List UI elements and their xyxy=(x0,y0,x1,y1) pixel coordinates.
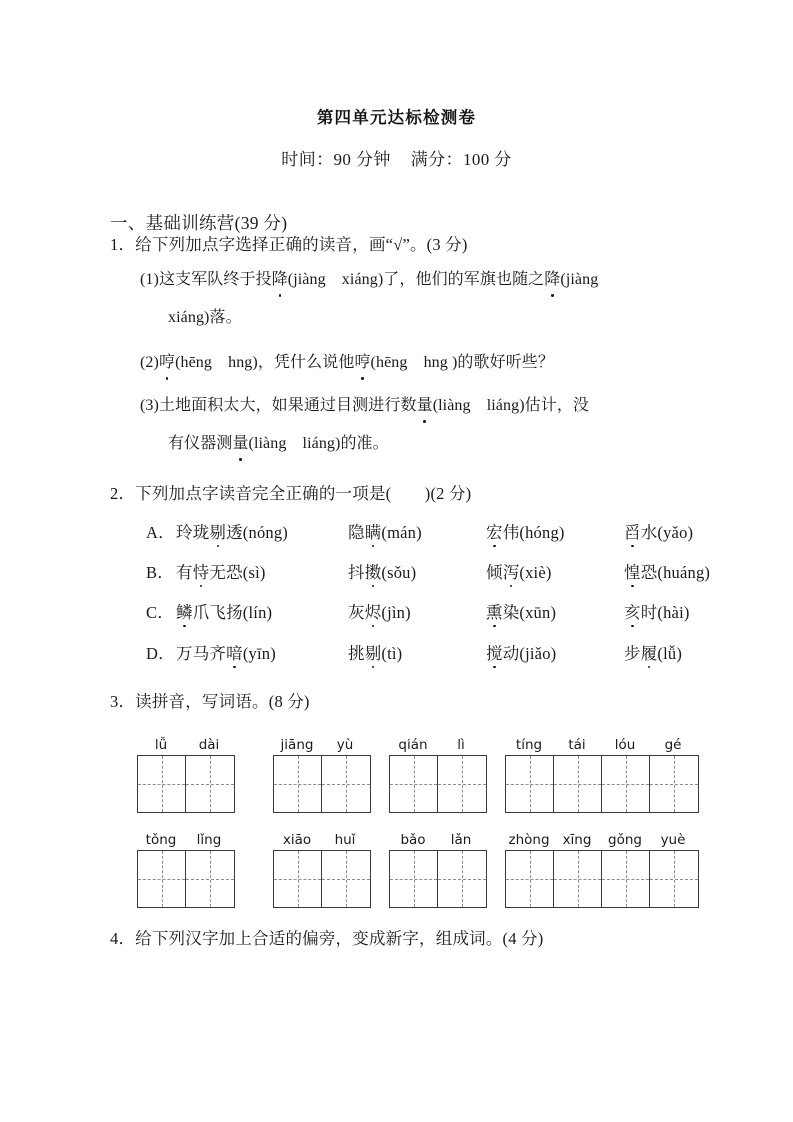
exam-time-label: 时间：90 分钟 xyxy=(281,150,391,169)
dotted-char: 降 xyxy=(544,267,560,293)
pinyin-syllable: jiāng xyxy=(280,736,314,753)
choice-c[interactable] xyxy=(146,599,690,623)
section-heading: 一、基础训练营(39 分) xyxy=(110,213,288,233)
question-1 xyxy=(110,232,468,258)
choice-c-item-2: 灰烬(jìn) xyxy=(348,599,486,623)
dotted-char: 烬 xyxy=(365,599,382,623)
dotted-char: 熏 xyxy=(486,599,503,623)
question-1-sub-1-line-1: (1)这支军队终于投降(jiàng xiáng)了，他们的军旗也随之降(jiàng xyxy=(140,267,598,293)
pinyin-syllable: gǒng xyxy=(608,831,642,848)
choice-a-item-4: 舀水(yǎo) xyxy=(624,519,693,543)
tianzige-boxes[interactable] xyxy=(389,850,487,908)
sub-marker: (1) xyxy=(140,271,159,288)
dotted-char: 恃 xyxy=(193,559,210,583)
tianzige-boxes[interactable] xyxy=(505,755,699,813)
pinyin-syllable: tíng xyxy=(515,736,543,753)
writing-grid-group xyxy=(505,828,699,908)
writing-grid-group xyxy=(273,733,371,813)
writing-grid-row-1 xyxy=(0,733,793,819)
pinyin-syllable: gé xyxy=(664,736,682,753)
writing-grid-row-2 xyxy=(0,828,793,914)
dotted-char: 泻 xyxy=(503,559,520,583)
choice-c-label: C． xyxy=(146,603,174,622)
sub-marker: (3) xyxy=(140,397,159,414)
question-4 xyxy=(110,925,543,949)
exam-meta xyxy=(0,145,793,170)
tianzige-cell[interactable] xyxy=(186,851,234,907)
question-4-number: 4． xyxy=(110,929,136,948)
writing-grid-group xyxy=(505,733,699,813)
page-title: 第四单元达标检测卷 xyxy=(316,108,477,127)
dotted-char: 剔 xyxy=(209,519,226,543)
pinyin-line xyxy=(389,828,487,850)
tianzige-cell[interactable] xyxy=(186,756,234,812)
question-3-number: 3． xyxy=(110,692,136,711)
tianzige-cell[interactable] xyxy=(506,756,554,812)
pinyin-syllable: yuè xyxy=(660,831,686,848)
tianzige-cell[interactable] xyxy=(602,851,650,907)
dotted-char: 擞 xyxy=(365,559,382,583)
pinyin-line xyxy=(389,733,487,755)
pinyin-syllable: xīng xyxy=(562,831,592,848)
pinyin-line xyxy=(505,828,699,850)
question-1-sub-2-line-1: (2)哼(hēng hng)，凭什么说他哼(hēng hng )的歌好听些？ xyxy=(140,350,554,376)
tianzige-cell[interactable] xyxy=(650,756,698,812)
pinyin-syllable: lǎn xyxy=(450,831,472,848)
dotted-char: 舀 xyxy=(624,519,641,543)
pinyin-syllable: tái xyxy=(568,736,586,753)
dotted-char: 履 xyxy=(641,640,658,664)
choice-a-item-3: 宏伟(hóng) xyxy=(486,519,624,543)
choice-c-item-4: 亥时(hài) xyxy=(624,599,690,623)
pinyin-syllable: yù xyxy=(336,736,354,753)
pinyin-syllable: bǎo xyxy=(400,831,426,848)
tianzige-boxes[interactable] xyxy=(137,755,235,813)
choice-d[interactable] xyxy=(146,640,682,664)
question-4-stem: 给下列汉字加上合适的偏旁，变成新字，组成词。(4 分) xyxy=(135,929,544,948)
tianzige-boxes[interactable] xyxy=(137,850,235,908)
pinyin-line xyxy=(137,733,235,755)
pinyin-syllable: lǐng xyxy=(196,831,222,848)
choice-b-item-2: 抖擞(sǒu) xyxy=(348,559,486,583)
pinyin-syllable: lì xyxy=(457,736,465,753)
question-3-stem: 读拼音，写词语。(8 分) xyxy=(135,692,310,711)
writing-grid-group xyxy=(389,828,487,908)
choice-d-label: D． xyxy=(146,644,175,663)
pinyin-syllable: lǚ xyxy=(154,736,168,753)
writing-grid-group xyxy=(389,733,487,813)
pinyin-syllable: huǐ xyxy=(334,831,356,848)
tianzige-cell[interactable] xyxy=(438,851,486,907)
choice-a-item-2: 隐瞒(mán) xyxy=(348,519,486,543)
question-2-number: 2． xyxy=(110,484,136,503)
exam-score-label: 满分：100 分 xyxy=(410,150,512,169)
pinyin-syllable: tǒng xyxy=(145,831,177,848)
choice-d-item-2: 挑剔(tì) xyxy=(348,640,486,664)
tianzige-cell[interactable] xyxy=(274,851,322,907)
writing-grid-group xyxy=(137,733,235,813)
choice-a-item-1: 玲珑剔透(nóng) xyxy=(176,519,348,543)
dotted-char: 惶 xyxy=(624,559,641,583)
pinyin-line xyxy=(273,828,371,850)
choice-a[interactable] xyxy=(146,519,693,543)
tianzige-cell[interactable] xyxy=(274,756,322,812)
choice-b-item-3: 倾泻(xiè) xyxy=(486,559,624,583)
tianzige-boxes[interactable] xyxy=(389,755,487,813)
pinyin-line xyxy=(137,828,235,850)
tianzige-boxes[interactable] xyxy=(505,850,699,908)
tianzige-cell[interactable] xyxy=(650,851,698,907)
tianzige-cell[interactable] xyxy=(390,756,438,812)
writing-grid-group xyxy=(273,828,371,908)
choice-c-item-3: 熏染(xūn) xyxy=(486,599,624,623)
tianzige-cell[interactable] xyxy=(138,851,186,907)
tianzige-boxes[interactable] xyxy=(273,755,371,813)
choice-b-item-1: 有恃无恐(sì) xyxy=(176,559,348,583)
question-1-number: 1． xyxy=(110,235,136,254)
dotted-char: 量 xyxy=(417,393,433,419)
tianzige-boxes[interactable] xyxy=(273,850,371,908)
dotted-char: 量 xyxy=(232,431,248,457)
choice-b-item-4: 惶恐(huáng) xyxy=(624,559,710,583)
tianzige-cell[interactable] xyxy=(322,756,370,812)
dotted-char: 哼 xyxy=(354,350,370,376)
pinyin-line xyxy=(273,733,371,755)
tianzige-cell[interactable] xyxy=(138,756,186,812)
pinyin-syllable: lóu xyxy=(614,736,636,753)
choice-b-label: B． xyxy=(146,563,174,582)
dotted-char: 瞒 xyxy=(365,519,382,543)
choice-b[interactable] xyxy=(146,559,710,583)
choice-d-item-1: 万马齐喑(yīn) xyxy=(176,640,348,664)
question-1-sub-3-line-1: (3)土地面积太大，如果通过目测进行数量(liàng liáng)估计，没 xyxy=(140,393,589,419)
dotted-char: 宏 xyxy=(486,519,503,543)
tianzige-cell[interactable] xyxy=(554,756,602,812)
tianzige-cell[interactable] xyxy=(390,851,438,907)
dotted-char: 搅 xyxy=(486,640,503,664)
question-1-sub-1-line-2: xiáng)落。 xyxy=(168,309,242,326)
pinyin-syllable: zhòng xyxy=(508,831,550,848)
choice-c-item-1: 鳞爪飞扬(lín) xyxy=(176,599,348,623)
dotted-char: 剔 xyxy=(365,640,382,664)
tianzige-cell[interactable] xyxy=(438,756,486,812)
question-3 xyxy=(110,689,310,715)
question-2 xyxy=(110,481,471,507)
pinyin-line xyxy=(505,733,699,755)
pinyin-syllable: dài xyxy=(198,736,220,753)
question-1-stem: 给下列加点字选择正确的读音，画“√”。(3 分) xyxy=(135,235,468,254)
dotted-char: 鳞 xyxy=(176,599,193,623)
tianzige-cell[interactable] xyxy=(506,851,554,907)
pinyin-syllable: xiāo xyxy=(282,831,312,848)
question-1-sub-3-line-2: 有仪器测量(liàng liáng)的准。 xyxy=(168,431,389,457)
choice-d-item-4: 步履(lǚ) xyxy=(624,640,682,664)
question-2-stem: 下列加点字读音完全正确的一项是( )(2 分) xyxy=(135,484,472,503)
dotted-char: 亥 xyxy=(624,599,641,623)
choice-a-label: A． xyxy=(146,523,175,542)
tianzige-cell[interactable] xyxy=(554,851,602,907)
dotted-char: 降 xyxy=(272,267,288,293)
pinyin-syllable: qián xyxy=(398,736,428,753)
dotted-char: 哼 xyxy=(159,350,175,376)
writing-grid-group xyxy=(137,828,235,908)
sub-marker: (2) xyxy=(140,354,159,371)
tianzige-cell[interactable] xyxy=(602,756,650,812)
dotted-char: 喑 xyxy=(226,640,243,664)
tianzige-cell[interactable] xyxy=(322,851,370,907)
choice-d-item-3: 搅动(jiǎo) xyxy=(486,640,624,664)
